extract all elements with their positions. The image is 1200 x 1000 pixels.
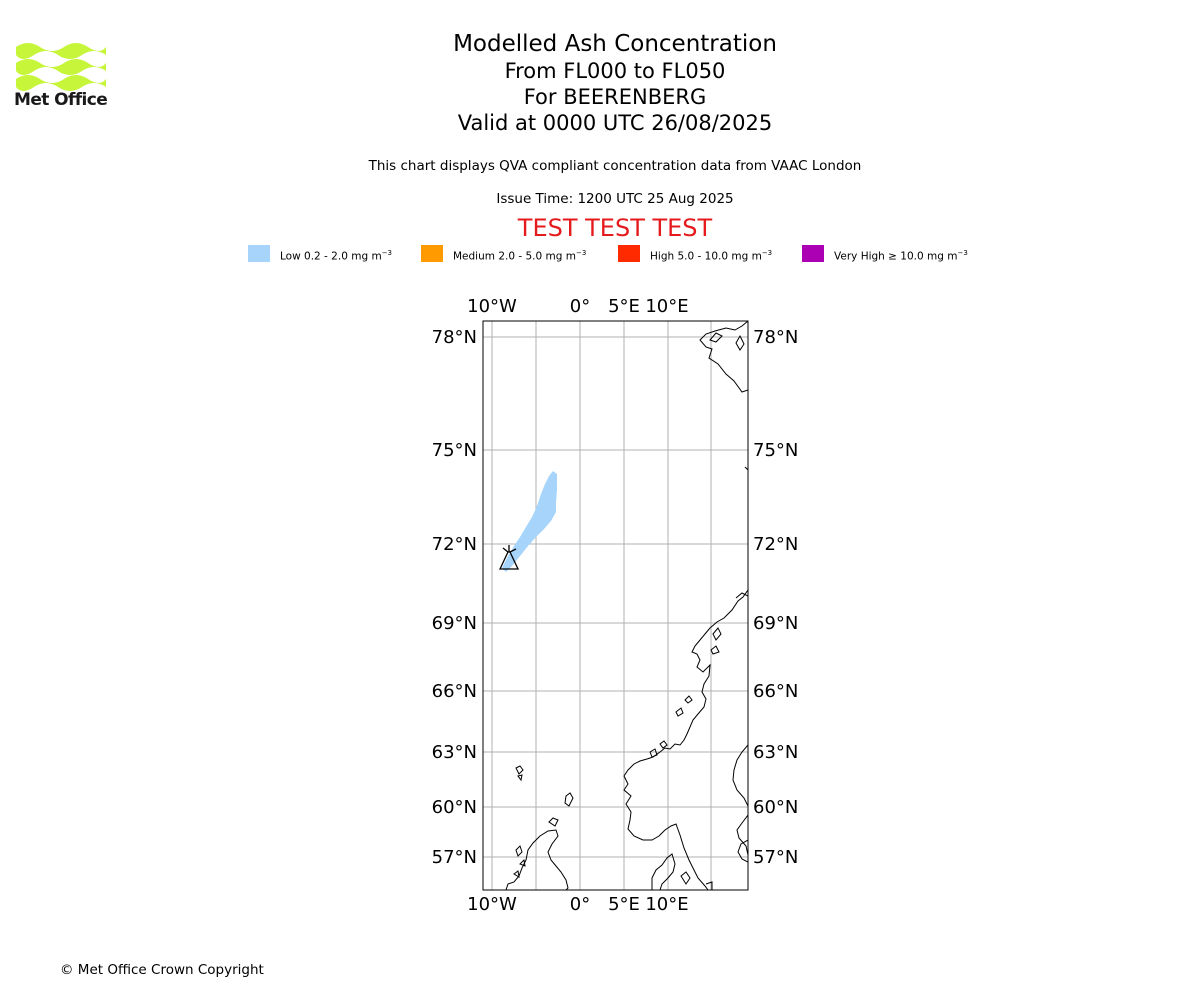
lon-label-top: 0° [569,296,591,317]
lon-label-bottom: 10°W [467,894,517,915]
lat-label-right: 60°N [753,797,799,818]
lat-labels-right [753,327,798,868]
copyright-notice: © Met Office Crown Copyright [60,962,264,978]
lat-label-left: 60°N [431,797,477,818]
lat-label-left: 72°N [431,534,477,555]
lat-label-right: 66°N [753,681,799,702]
volcano-name: For BEERENBERG [523,85,707,109]
lon-labels-top [467,296,688,317]
flight-level-range: From FL000 to FL050 [504,59,726,83]
lat-label-right: 57°N [753,847,799,868]
lat-label-right: 78°N [753,327,799,348]
lon-label-top: 10°E [645,296,689,317]
valid-time: Valid at 0000 UTC 26/08/2025 [457,111,773,135]
lat-label-left: 63°N [431,742,477,763]
lat-label-right: 75°N [753,440,799,461]
legend-label-very-high: Very High ≥ 10.0 mg $m^{-3}$ [834,249,968,263]
test-banner: TEST TEST TEST [517,214,713,242]
lat-label-left: 57°N [431,847,477,868]
lat-label-right: 72°N [753,534,799,555]
lat-label-left: 75°N [431,440,477,461]
map-content [483,321,748,890]
chart-title: Modelled Ash Concentration [453,31,777,57]
legend-label-high: High 5.0 - 10.0 mg $m^{-3}$ [650,249,773,263]
legend-label-medium: Medium 2.0 - 5.0 mg $m^{-3}$ [453,249,587,263]
legend-label-low: Low 0.2 - 2.0 mg $m^{-3}$ [280,249,393,263]
chart-description: This chart displays QVA compliant concentration data from VAAC London [368,158,862,174]
lon-label-bottom: 5°E [608,894,640,915]
lat-label-left: 78°N [431,327,477,348]
lon-labels-bottom [467,894,688,915]
lon-label-top: 10°W [467,296,517,317]
lon-label-bottom: 10°E [645,894,689,915]
logo-text: Met Office [14,90,108,110]
lat-label-right: 69°N [753,613,799,634]
lat-labels-left [432,327,477,868]
issue-time: Issue Time: 1200 UTC 25 Aug 2025 [496,191,734,207]
lat-label-right: 63°N [753,742,799,763]
lat-label-left: 66°N [431,681,477,702]
lon-label-bottom: 0° [569,894,591,915]
lon-label-top: 5°E [608,296,640,317]
lat-label-left: 69°N [431,613,477,634]
